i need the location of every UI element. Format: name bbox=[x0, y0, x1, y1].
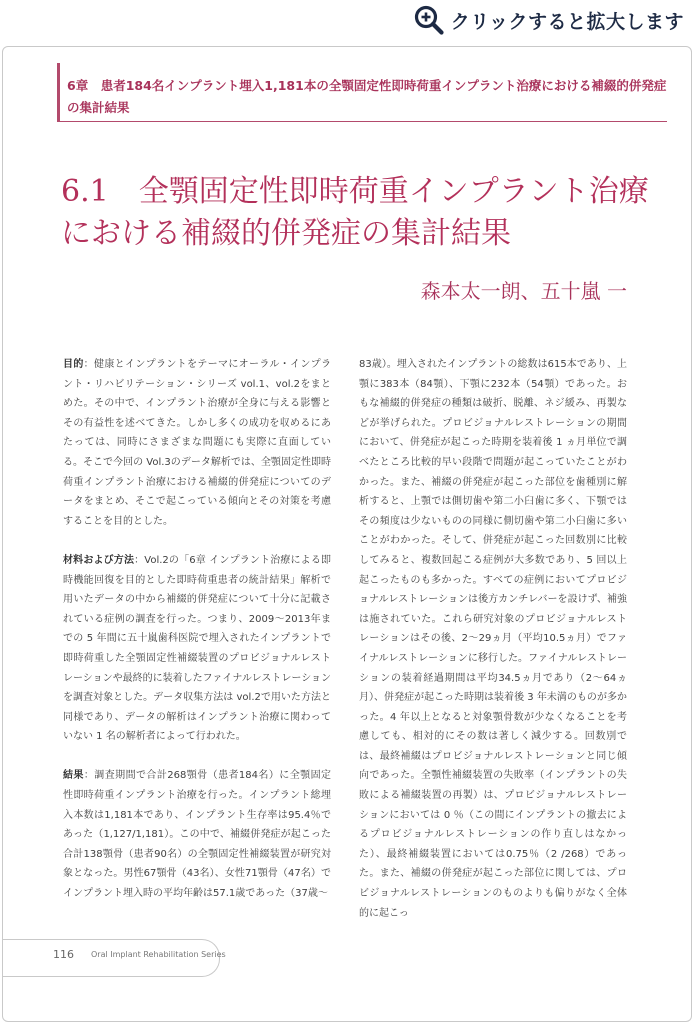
zoom-label: クリックすると拡大します bbox=[450, 10, 684, 33]
right-column bbox=[359, 355, 627, 943]
results-heading: 結果 bbox=[63, 770, 84, 782]
top-toolbar bbox=[0, 0, 692, 44]
chapter-rule bbox=[57, 63, 60, 121]
results-text: ：調査期間で合計268顎骨（患者184名）に全顎固定性即時荷重インプラント治療を行った。インプラント総埋入本数は1,181本であり、インプラント生存率は95.4％であった（1,127/1,181）。この中で、補綴併発症が起こった合計138顎骨（患者90名）の全顎固定性補綴装置が研究対象となった。男性67顎骨（43名）、女性71顎骨（47名）でインプラント埋入時の平均年齢は57.1歳であった（37歳～ bbox=[63, 770, 331, 900]
results-continued-paragraph: 83歳）。埋入されたインプラントの総数は615本であり、上顎に383本（84顎）、下顎に232本（54顎）であった。おもな補綴的併発症の種類は破折、脱離、ネジ緩み、再製などが挙げられた。プロビジョナルレストレーションの期間において、併発症が起こった時期を装着後 1 ヵ月単位で調べたところ比較的早い段階で問題が起こっていたことがわかった。また、補綴の併発症が起こった部位を歯種別に解析すると、上顎では側切歯や第二小臼歯に多く、下顎ではその頻度は少ないものの同様に側切歯や第二小臼歯に多いことがわかった。そして、併発症が起こった回数別に比較してみると、複数回起こる症例が大多数であり、5 回以上起こったものも多かった。すべての症例においてプロビジョナルレストレーションは後方カンチレバーを設けず、補強は施されていた。これら研究対象のプロビジョナルレストレーションはその後、2～29ヵ月（平均10.5ヵ月）でファイナルレストレーションに移行した。ファイナルレストレーションの装着経過期間は平均34.5ヵ月であり（2～64ヵ月）、併発症が起こった時期は装着後 3 年未満のものが多かった。4 年以上となると対象顎骨数が少なくなることを考慮しても、相対的にその数は著しく減少する。回数別では、最終補綴はプロビジョナルレストレーションと同じ傾向であった。全顎性補綴装置の失敗率（インプラントの失敗による補綴装置の再製）は、プロビジョナルレストレーションにおいては 0 ％（この間にインプラントの撤去によるプロビジョナルレストレーションの作り直しはなかった）、最終補綴装置においては0.75％（2 /268）であった。また、補綴の併発症が起こった部位に関しては、プロビジョナルレストレーションのものよりも偏りがなく全体的に起こっ bbox=[359, 359, 627, 919]
purpose-heading: 目的 bbox=[63, 359, 84, 370]
left-column bbox=[63, 355, 331, 923]
methods-paragraph bbox=[63, 551, 331, 747]
series-name: Oral Implant Rehabilitation Series bbox=[91, 950, 226, 959]
methods-heading: 材料および方法 bbox=[63, 554, 135, 566]
chapter-header: 6章 患者184名インプラント埋入1,181本の全顎固定性即時荷重インプラント治療における補綴的併発症の集計結果 bbox=[67, 78, 667, 115]
zoom-in-magnifier-icon bbox=[413, 4, 445, 36]
methods-text: ：Vol.2の「6章 インプラント治療による即時機能回復を目的とした即時荷重患者の統計結果」解析で用いたデータの中から補綴的併発症について十分に記載されている症例の調査を行った。つまり、2009～2013年までの 5 年間に五十嵐歯科医院で埋入されたインプラントで即時荷重した全顎固定性補綴装置のプロビジョナルレストレーションや最終的に装着したファイナルレストレーションを調査対象とした。データ収集方法は vol.2で用いた方法と同様であり、データの解析はインプラント治療に関わっていない 1 名の解析者によって行われた。 bbox=[63, 554, 331, 743]
purpose-text: ：健康とインプラントをテーマにオーラル・インプラント・リハビリテーション・シリーズ vol.1、vol.2をまとめた。その中で、インプラント治療が全身に与える影響とその有益性を述べてきた。しかし多くの成功を収めるにあたっては、同時にさまざまな問題にも実際に直面している。そこで今回の Vol.3のデータ解析では、全顎固定性即時荷重インプラント治療における補綴的併発症についてのデータをまとめ、そこで起こっている傾向とその対策を考慮することを目的とした。 bbox=[63, 359, 332, 527]
purpose-paragraph bbox=[63, 355, 331, 531]
section-title: 6.1 全顎固定性即時荷重インプラント治療における補綴的併発症の集計結果 bbox=[61, 174, 649, 251]
chapter-divider bbox=[57, 121, 667, 122]
results-paragraph bbox=[63, 766, 331, 903]
document-page[interactable] bbox=[2, 46, 692, 1022]
authors: 森本太一朗、五十嵐 一 bbox=[420, 279, 627, 303]
page-number: 116 bbox=[53, 948, 74, 961]
zoom-button[interactable] bbox=[413, 4, 684, 36]
